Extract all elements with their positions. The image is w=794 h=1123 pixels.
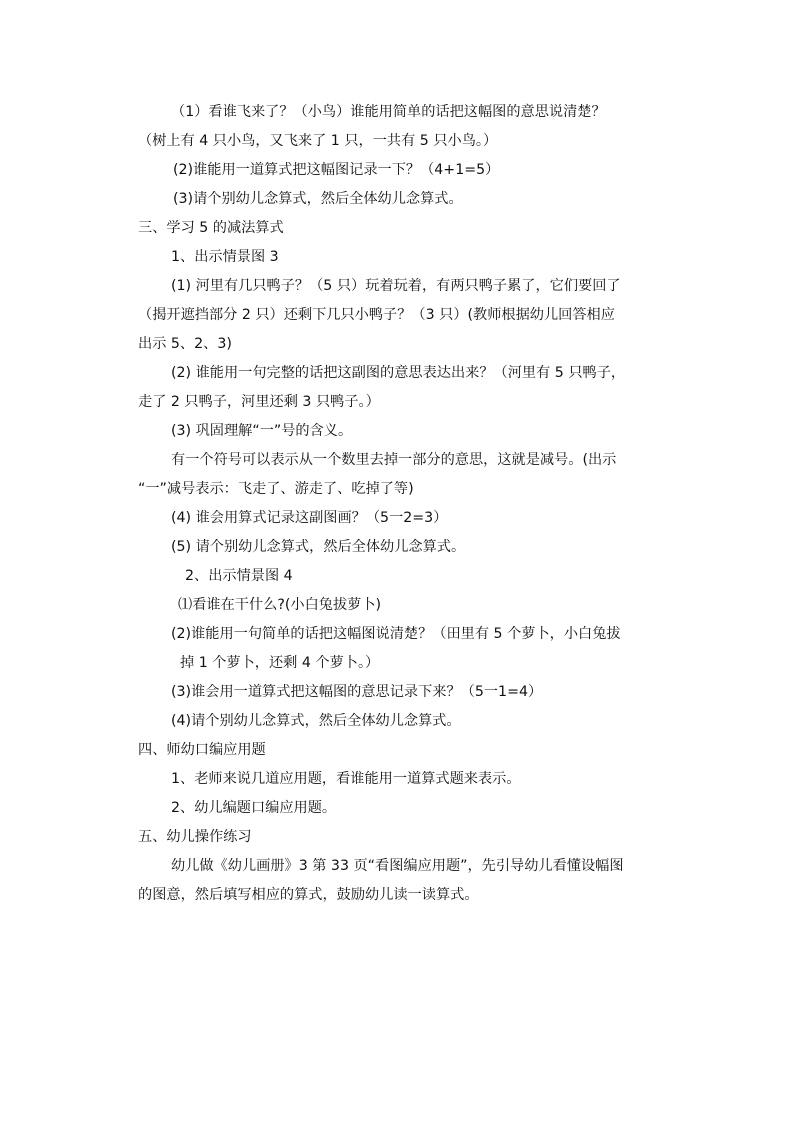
subsection-heading: 2、出示情景图 4 [185,568,293,584]
subsection-heading: 1、出示情景图 3 [171,249,279,265]
text-line: (2)谁能用一句简单的话把这幅图说清楚？（田里有 5 个萝卜，小白兔拔 [171,626,621,642]
text-line: (4)请个别幼儿念算式，然后全体幼儿念算式。 [171,713,461,729]
text-line: 1、老师来说几道应用题，看谁能用一道算式题来表示。 [171,771,521,787]
text-line: 有一个符号可以表示从一个数里去掉一部分的意思，这就是减号。(出示 [171,452,617,468]
text-line: 的图意，然后填写相应的算式，鼓励幼儿读一读算式。 [138,887,479,903]
text-line: 走了 2 只鸭子，河里还剩 3 只鸭子。） [138,394,380,410]
text-line: (4) 谁会用算式记录这副图画？（5一2=3） [171,510,448,526]
text-line: 幼儿做《幼儿画册》3 第 33 页“看图编应用题”，先引导幼儿看懂设幅图 [171,858,624,874]
section-heading: 四、师幼口编应用题 [138,742,266,758]
text-line: (3) 巩固理解“一”号的含义。 [171,423,353,439]
text-line: 出示 5、2、3) [138,336,232,352]
text-line: (3)谁会用一道算式把这幅图的意思记录下来？（5一1=4） [171,684,543,700]
text-line: (2) 谁能用一句完整的话把这副图的意思表达出来？（河里有 5 只鸭子， [171,365,626,381]
text-line: (2)谁能用一道算式把这幅图记录一下？（4+1=5） [173,162,500,178]
text-line: “一”减号表示：飞走了、游走了、吃掉了等) [138,481,414,497]
text-line: (1) 河里有几只鸭子？（5 只）玩着玩着，有两只鸭子累了，它们要回了 [171,278,621,294]
text-line: （1）看谁飞来了？（小鸟）谁能用简单的话把这幅图的意思说清楚？ [171,104,606,120]
text-line: （揭开遮挡部分 2 只）还剩下几只小鸭子？（3 只）(教师根据幼儿回答相应 [138,307,615,323]
section-heading: 五、幼儿操作练习 [138,829,252,845]
text-line: (3)请个别幼儿念算式，然后全体幼儿念算式。 [173,191,463,207]
section-heading: 三、学习 5 的减法算式 [138,220,284,236]
text-line: (5) 请个别幼儿念算式，然后全体幼儿念算式。 [171,539,466,555]
text-line: （树上有 4 只小鸟，又飞来了 1 只，一共有 5 只小鸟。） [138,133,498,149]
text-line: ⑴看谁在干什么?(小白兔拔萝卜) [178,597,382,613]
text-line: 掉 1 个萝卜，还剩 4 个萝卜。） [180,655,380,671]
document-page [138,98,683,910]
text-line: 2、幼儿编题口编应用题。 [171,800,337,816]
